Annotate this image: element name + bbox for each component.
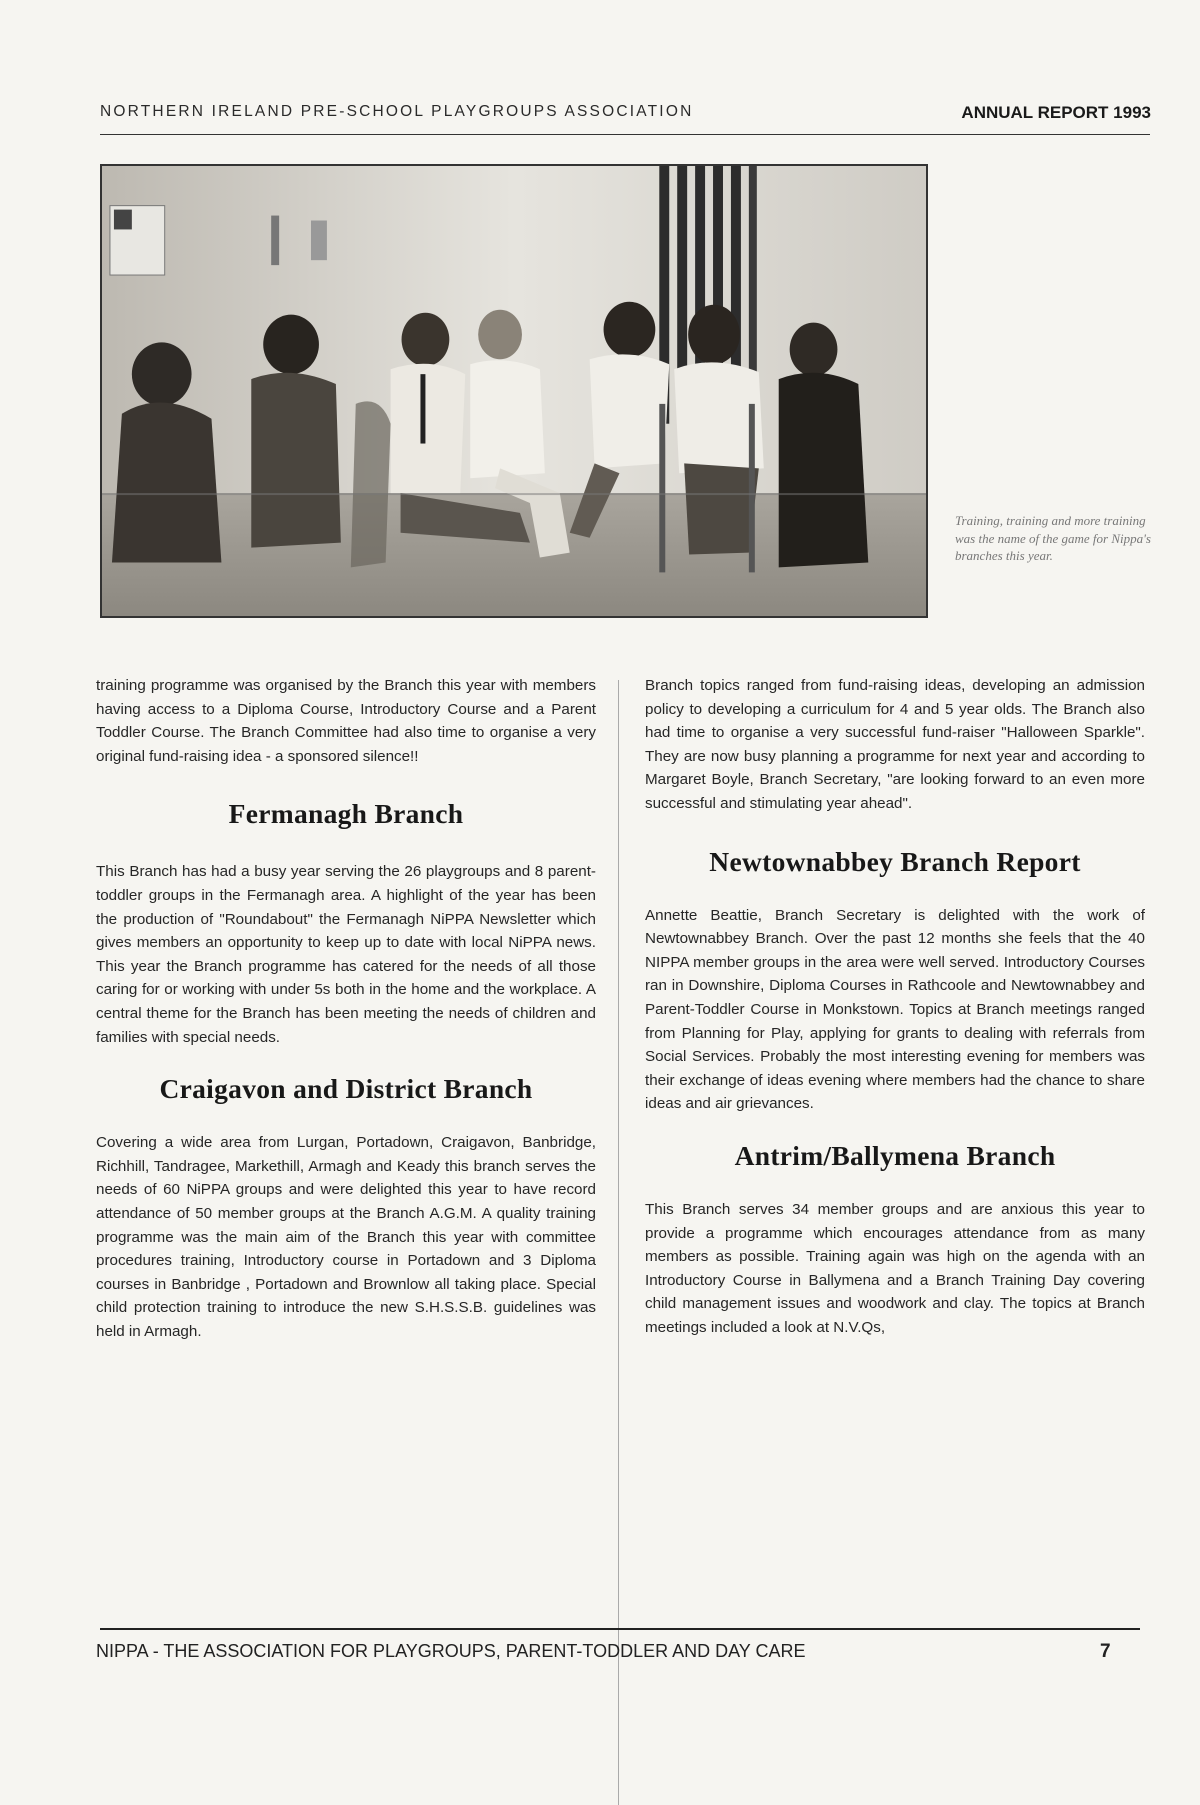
newtownabbey-heading: Newtownabbey Branch Report: [709, 845, 1081, 877]
column-divider: [618, 680, 619, 1805]
footer-association-name: NIPPA - THE ASSOCIATION FOR PLAYGROUPS, PARENT-TODDLER AND DAY CARE: [96, 1641, 806, 1661]
header-org-name: NORTHERN IRELAND PRE-SCHOOL PLAYGROUPS ASSOCIATION: [100, 103, 694, 120]
right-column: [645, 674, 1145, 1339]
antrim-paragraph: This Branch serves 34 member groups and are anxious this year to provide a programme which encourages attendance from as many members as possible. Training again was high on the agenda with an Introductory Course in Ballymena and a Branch Training Day covering child management issues and woodwork and clay. The topics at Branch meetings included a look at N.V.Qs,: [645, 1200, 1145, 1336]
fermanagh-heading: Fermanagh Branch: [228, 798, 464, 830]
header-divider: [100, 134, 1150, 135]
right-intro-paragraph: Branch topics ranged from fund-raising ideas, developing an admission policy to developing a curriculum for 4 and 5 year olds. The Branch also had time to organise a very successful fund-raiser "Halloween Sparkle". They are now busy planning a programme for next year and according to Margaret Boyle, Branch Secretary, "are looking forward to an even more successful and stimulating year ahead".: [645, 677, 1145, 812]
training-photo: [100, 164, 928, 618]
page-number: 7: [1100, 1641, 1111, 1662]
newtownabbey-paragraph: Annette Beattie, Branch Secretary is delighted with the work of Newtownabbey Branch. Over the past 12 months she feels that the 40 NIPPA member groups in the area were well served. Introductory Courses ran in Downshire, Diploma Courses in Rathcoole and Newtownabbey and Parent-Toddler Course in Monkstown. Topics at Branch meetings ranged from Planning for Play, applying for grants to dealing with referrals from Social Services. Probably the most interesting evening for members was their exchange of ideas evening where members had the chance to share ideas and air grievances.: [645, 906, 1145, 1113]
antrim-heading: Antrim/Ballymena Branch: [734, 1139, 1056, 1171]
craigavon-paragraph: Covering a wide area from Lurgan, Portadown, Craigavon, Banbridge, Richhill, Tandragee, Markethill, Armagh and Keady this branch serves the needs of 60 NiPPA groups and were delighted this year to have record attendance of 50 member groups at the Branch A.G.M. A quality training programme was the main aim of the Branch this year with committee procedures training, Introductory course in Portadown and 3 Diploma courses in Banbridge , Portadown and Brownlow all taking place. Special child protection training to introduce the new S.H.S.S.B. guidelines was held in Armagh.: [96, 1134, 596, 1340]
header-report-title: ANNUAL REPORT 1993: [961, 103, 1151, 122]
photo-caption: Training, training and more training was the name of the game for Nippa's branches this year.: [955, 513, 1151, 563]
craigavon-heading: Craigavon and District Branch: [159, 1073, 533, 1105]
footer-divider: [100, 1628, 1140, 1630]
fermanagh-paragraph: This Branch has had a busy year serving the 26 playgroups and 8 parent-toddler groups in the Fermanagh area. A highlight of the year has been the production of "Roundabout" the Fermanagh NiPPA Newsletter which gives members an opportunity to keep up to date with local NiPPA news. This year the Branch programme has catered for the needs of all those caring for or working with under 5s both in the home and the workplace. A central theme for the Branch has been meeting the needs of children and families with special needs.: [96, 863, 596, 1046]
left-intro-paragraph: training programme was organised by the Branch this year with members having access to a Diploma Course, Introductory Course and a Parent Toddler Course. The Branch Committee had also time to organise a very original fund-raising idea - a sponsored silence!!: [96, 677, 596, 765]
left-column: [96, 674, 596, 1343]
